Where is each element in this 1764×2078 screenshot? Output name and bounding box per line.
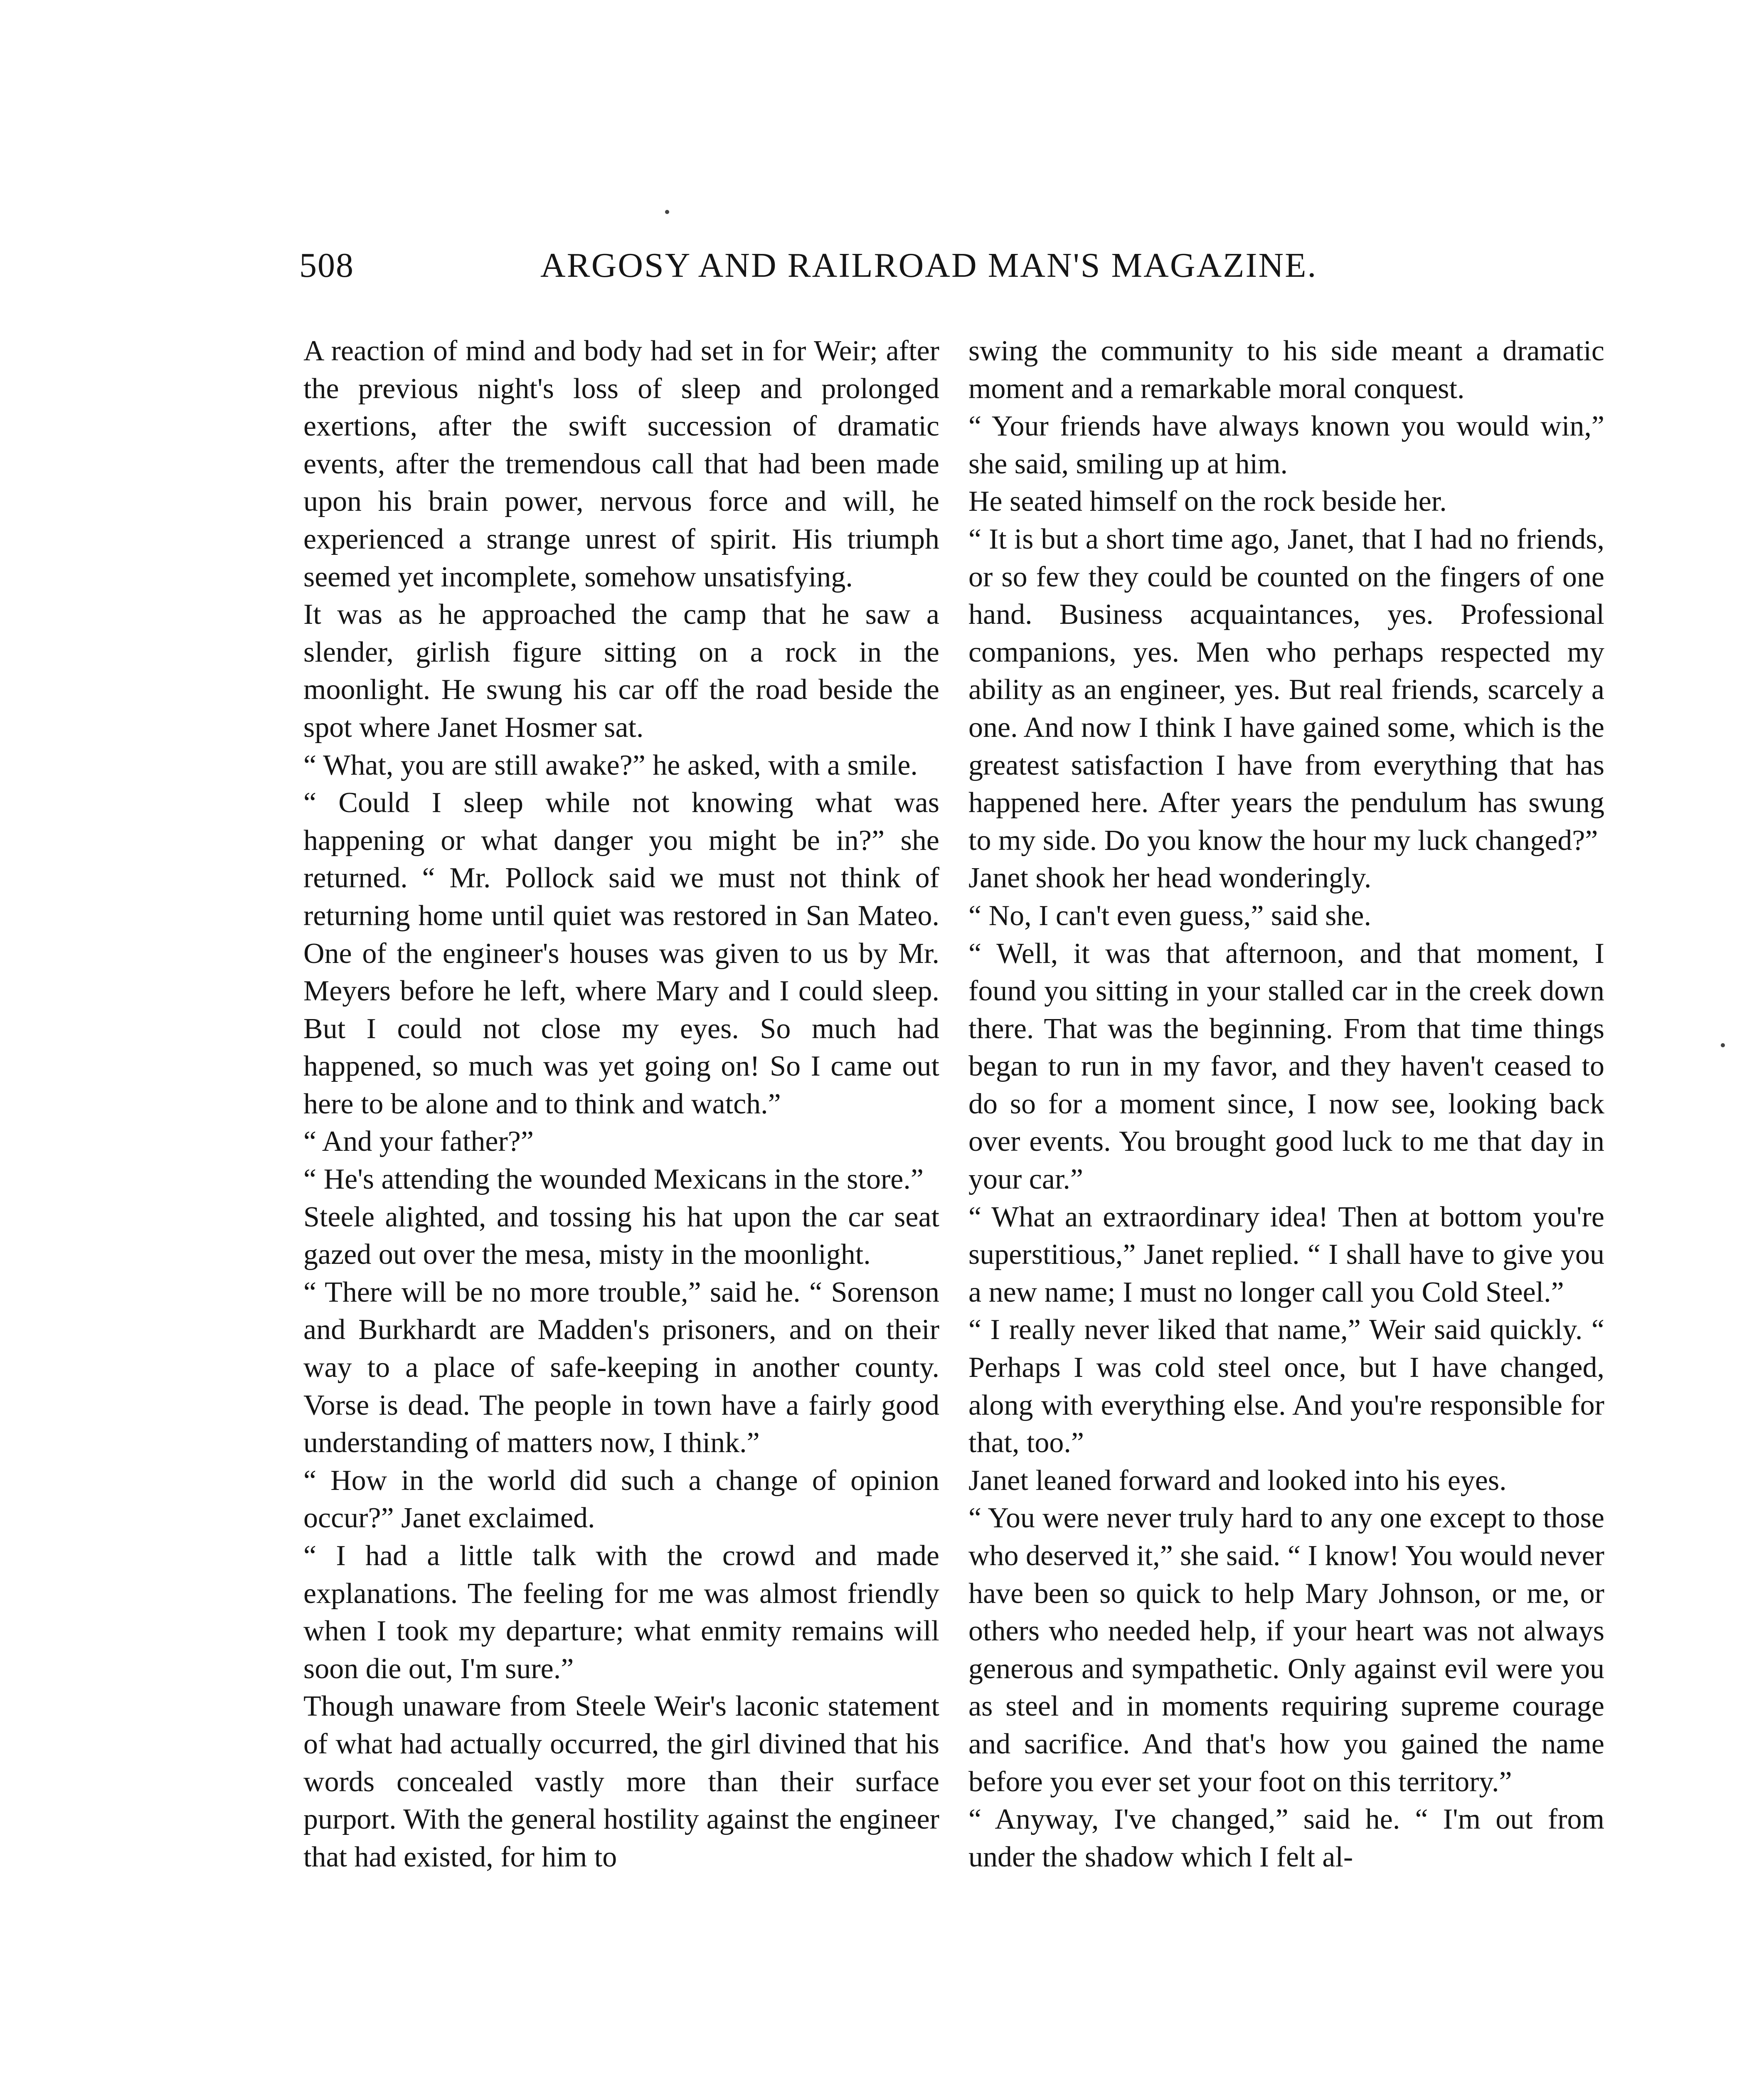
page-header bbox=[0, 245, 1764, 295]
paragraph: He seated himself on the rock beside her. bbox=[968, 485, 1447, 518]
paragraph: “ Your friends have always known you would win,” she said, smiling up at him. bbox=[968, 410, 1604, 480]
paragraph: “ How in the world did such a change of opinion occur?” Janet exclaimed. bbox=[303, 1464, 939, 1534]
left-column bbox=[303, 332, 939, 2078]
paragraph: “ And your father?” bbox=[303, 1125, 534, 1158]
magazine-title: ARGOSY AND RAILROAD MAN'S MAGAZINE. bbox=[540, 246, 1318, 285]
paragraph: “ There will be no more trouble,” said he. “ Sorenson and Burkhardt are Madden's prisoners, and on their way to a place of safe-keeping in another county. Vorse is dead. The people in town have a fairly good understanding of matters now, I think.” bbox=[303, 1276, 939, 1459]
paragraph: A reaction of mind and body had set in for Weir; after the previous night's loss of sleep and prolonged exertions, after the swift succession of dramatic events, after the tremendous call that had been made upon his brain power, nervous force and will, he experienced a strange unrest of spirit. His triumph seemed yet incomplete, somehow unsatisfying. bbox=[303, 335, 939, 593]
paragraph: “ Anyway, I've changed,” said he. “ I'm out from under the shadow which I felt al- bbox=[968, 1803, 1604, 1873]
paragraph: “ I really never liked that name,” Weir said quickly. “ Perhaps I was cold steel once, but I have changed, along with everything else. And you're responsible for that, too.” bbox=[968, 1314, 1604, 1459]
paragraph: It was as he approached the camp that he saw a slender, girlish figure sitting on a rock in the moonlight. He swung his car off the road beside the spot where Janet Hosmer sat. bbox=[303, 598, 939, 744]
paragraph: swing the community to his side meant a dramatic moment and a remarkable moral conquest. bbox=[968, 335, 1604, 405]
paragraph: “ I had a little talk with the crowd and made explanations. The feeling for me was almost friendly when I took my departure; what enmity remains will soon die out, I'm sure.” bbox=[303, 1540, 939, 1685]
paragraph: Janet shook her head wonderingly. bbox=[968, 862, 1372, 894]
page-number: 508 bbox=[299, 246, 354, 285]
paragraph: “ No, I can't even guess,” said she. bbox=[968, 899, 1371, 932]
paragraph: “ Could I sleep while not knowing what was happening or what danger you might be in?” she returned. “ Mr. Pollock said we must not think of returning home until quiet was restored in San Mateo. One of the engineer's houses was given to us by Mr. Meyers before he left, where Mary and I could sleep. But I could not close my eyes. So much had happened, so much was yet going on! So I came out here to be alone and to think and watch.” bbox=[303, 787, 939, 1120]
paragraph: Though unaware from Steele Weir's laconic statement of what had actually occurred, the girl divined that his words concealed vastly more than their surface purport. With the general hostility against the engineer that had existed, for him to bbox=[303, 1690, 939, 1873]
paragraph: “ Well, it was that afternoon, and that moment, I found you sitting in your stalled car in the creek down there. That was the beginning. From that time things began to run in my favor, and they haven't ceased to do so for a moment since, I now see, looking back over events. You brought good luck to me that day in your car.” bbox=[968, 937, 1604, 1196]
paragraph: “ What an extraordinary idea! Then at bottom you're superstitious,” Janet replied. “ I shall have to give you a new name; I must no longer call you Cold Steel.” bbox=[968, 1201, 1604, 1308]
right-column bbox=[968, 332, 1604, 2078]
paragraph: Steele alighted, and tossing his hat upon the car seat gazed out over the mesa, misty in the moonlight. bbox=[303, 1201, 939, 1271]
print-speck bbox=[665, 210, 669, 214]
paragraph: “ It is but a short time ago, Janet, that I had no friends, or so few they could be counted on the fingers of one hand. Business acquaintances, yes. Professional companions, yes. Men who perhaps respected my ability as an engineer, yes. But real friends, scarcely a one. And now I think I have gained some, which is the greatest satisfaction I have from everything that has happened here. After years the pendulum has swung to my side. Do you know the hour my luck changed?” bbox=[968, 523, 1604, 857]
paragraph: “ You were never truly hard to any one except to those who deserved it,” she said. “ I know! You would never have been so quick to help Mary Johnson, or me, or others who needed help, if your heart was not always generous and sympathetic. Only against evil were you as steel and in moments requiring supreme courage and sacrifice. And that's how you gained the name before you ever set your foot on this territory.” bbox=[968, 1502, 1604, 1798]
paragraph: “ What, you are still awake?” he asked, with a smile. bbox=[303, 749, 918, 781]
print-speck bbox=[1721, 1043, 1725, 1047]
paragraph: Janet leaned forward and looked into his eyes. bbox=[968, 1464, 1507, 1497]
paragraph: “ He's attending the wounded Mexicans in the store.” bbox=[303, 1163, 924, 1196]
